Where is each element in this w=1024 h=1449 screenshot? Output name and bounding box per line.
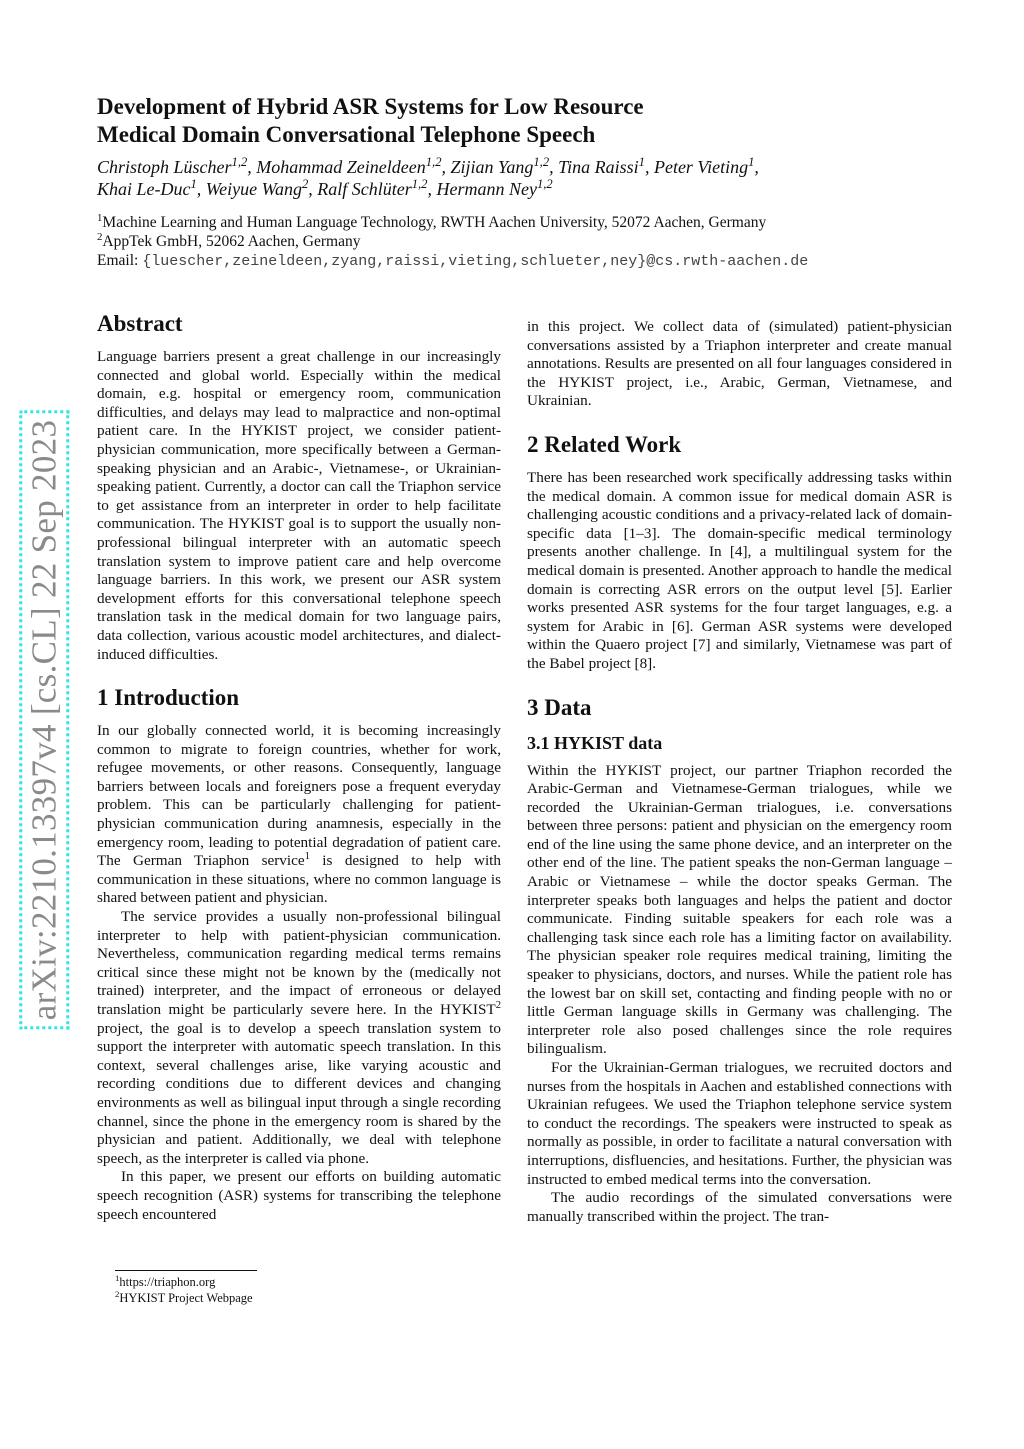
- arxiv-stamp: [20, 420, 68, 1020]
- data-paragraph-3: The audio recordings of the simulated conversations were manually transcribed within the project. The tran-: [527, 1189, 952, 1225]
- data-paragraph-2: For the Ukrainian-German trialogues, we recruited doctors and nurses from the hospitals in Aachen and established connections with Ukrainian refugees. We used the Triaphon telephone service system to conduct the recordings. The speakers were instructed to speak as normally as possible, in order to facilitate a natural conversation with interruptions, disfluencies, and hesitations. Further, the physician was instructed to embed medical terms into the conversation.: [527, 1059, 952, 1188]
- title-line-2: Medical Domain Conversational Telephone Speech: [97, 122, 596, 147]
- left-column: [97, 310, 501, 1224]
- intro-paragraph-1: In our globally connected world, it is becoming increasingly common to migrate to foreign countries, whether for work, refugee movements, or other reasons. Consequently, language barriers between locals and foreigners pose a frequent everyday problem. This can be particularly challenging for patient-physician communication during anamnesis, especially in the emergency room, leading to potential degradation of patient care. The German Triaphon service$^1$ is designed to help with communication in these situations, where no common language is shared between patient and physician.: [97, 722, 501, 907]
- author: Christoph Lüscher$^{1,2}$,: [97, 155, 257, 177]
- affiliation-2: $^2$AppTek GmbH, 52062 Aachen, Germany: [97, 230, 361, 250]
- intro-paragraph-3-continued: in this project. We collect data of (simulated) patient-physician conversations assisted by a Triaphon interpreter and create manual annotations. Results are presented on all four languages considered in the HYKIST project, i.e., Arabic, German, Vietnamese, and Ukrainian.: [527, 318, 952, 410]
- affiliation-1: $^1$Machine Learning and Human Language Technology, RWTH Aachen University, 52072 Aachen, Germany: [97, 211, 767, 231]
- footnotes: [115, 1274, 253, 1306]
- paper-title: [97, 93, 644, 149]
- intro-paragraph-3: In this paper, we present our efforts on building automatic speech recognition (ASR) systems for transcribing the telephone speech encountered: [97, 1168, 501, 1223]
- author: Ralf Schlüter$^{1,2}$,: [317, 177, 437, 199]
- footnote-rule: [115, 1270, 257, 1271]
- hykist-data-heading: 3.1 HYKIST data: [527, 732, 663, 753]
- right-column: [527, 318, 952, 1226]
- abstract-heading: Abstract: [97, 311, 183, 336]
- affiliations: [97, 213, 808, 271]
- title-line-1: Development of Hybrid ASR Systems for Low Resource: [97, 94, 644, 119]
- related-work-heading: 2 Related Work: [527, 431, 682, 457]
- author: Weiyue Wang$^2$,: [205, 177, 318, 199]
- data-paragraph-1: Within the HYKIST project, our partner Triaphon recorded the Arabic-German and Vietnamese-German trialogues, while we recorded the Ukrainian-German trialogues, i.e. conversations between three persons: patient and physician on the emergency room end of the line using the same phone device, and an interpreter on the other end of the line. The patient speaks the non-German language – Arabic or Vietnamese – while the doctor speaks German. The interpreter speaks both languages and helps the patient and doctor communicate. Finding suitable speakers for each role was a challenging task since each role has a limiting factor on availability. The physician speaker role requires medical training, limiting the speaker to physicians, doctors, and nurses. While the patient role has the lowest bar on skill set, contacting and finding people with no or little German language skills in Germany was challenging. The interpreter role also posed challenges since the role requires bilingualism.: [527, 761, 952, 1058]
- intro-paragraph-2: The service provides a usually non-professional bilingual interpreter to help with patient-physician communication. Nevertheless, communication regarding medical terms remains critical since these might not be known by the (medically not trained) interpreter, and the impact of erroneous or delayed translation might be particularly severe here. In the HYKIST$^2$ project, the goal is to develop a speech translation system to support the interpreter with automatic speech translation. In this context, several challenges arise, like varying acoustic and recording conditions due to different devices and changing environments as well as bilingual input through a single recording channel, since the phone in the emergency room is shared by the physician and patient. Additionally, we deal with telephone speech, as the interpreter is called via phone.: [97, 908, 501, 1167]
- email-line: Email: {luescher,zeineldeen,zyang,raissi,vieting,schlueter,ney}@cs.rwth-aachen.de: [97, 252, 809, 270]
- author: Mohammad Zeineldeen$^{1,2}$,: [256, 155, 451, 177]
- author: Hermann Ney$^{1,2}$: [436, 177, 553, 199]
- introduction-heading: 1 Introduction: [97, 685, 240, 711]
- related-work-text: There has been researched work specifically addressing tasks within the medical domain. A common issue for medical domain ASR is challenging acoustic conditions and a privacy-related lack of domain-specific data [1–3]. The domain-specific medical terminology presents another challenge. In [4], a multilingual system for the medical domain is presented. Another approach to handle the medical domain is correcting ASR errors on the output level [5]. Earlier works presented ASR systems for the four target languages, e.g. a system for Arabic in [6]. German ASR systems were developed within the Quaero project [7] and similarly, Vietnamese was part of the Babel project [8].: [527, 468, 952, 672]
- footnote-1: $^1$https://triaphon.org: [115, 1272, 216, 1289]
- author: Zijian Yang$^{1,2}$,: [450, 155, 559, 177]
- data-heading: 3 Data: [527, 694, 592, 720]
- author: Peter Vieting$^1$,: [653, 155, 759, 177]
- author: Tina Raissi$^1$,: [558, 155, 654, 177]
- email-address: {luescher,zeineldeen,zyang,raissi,vieting,schlueter,ney}@cs.rwth-aachen.de: [142, 253, 809, 270]
- author: Khai Le-Duc$^1$,: [97, 177, 206, 199]
- footnote-2: $^2$HYKIST Project Webpage: [115, 1288, 253, 1305]
- abstract-text: Language barriers present a great challenge in our increasingly connected and global world. Especially within the medical domain, e.g. hospital or emergency room, communication difficulties, and delays may lead to malpractice and non-optimal patient care. In the HYKIST project, we consider patient-physician communication, more specifically between a German-speaking physician and an Arabic-, Vietnamese-, or Ukrainian-speaking patient. Currently, a doctor can call the Triaphon service to get assistance from an interpreter in order to help facilitate communication. The HYKIST goal is to support the usually non-professional bilingual interpreter with an automatic speech translation system to improve patient care and help overcome language barriers. In this work, we present our ASR system development efforts for this conversational telephone speech translation task in the medical domain for two language pairs, data collection, various acoustic model architectures, and dialect-induced difficulties.: [97, 348, 501, 663]
- arxiv-id: arXiv:2210.13397v4 [cs.CL] 22 Sep 2023: [19, 411, 69, 1030]
- author-list: [97, 156, 759, 200]
